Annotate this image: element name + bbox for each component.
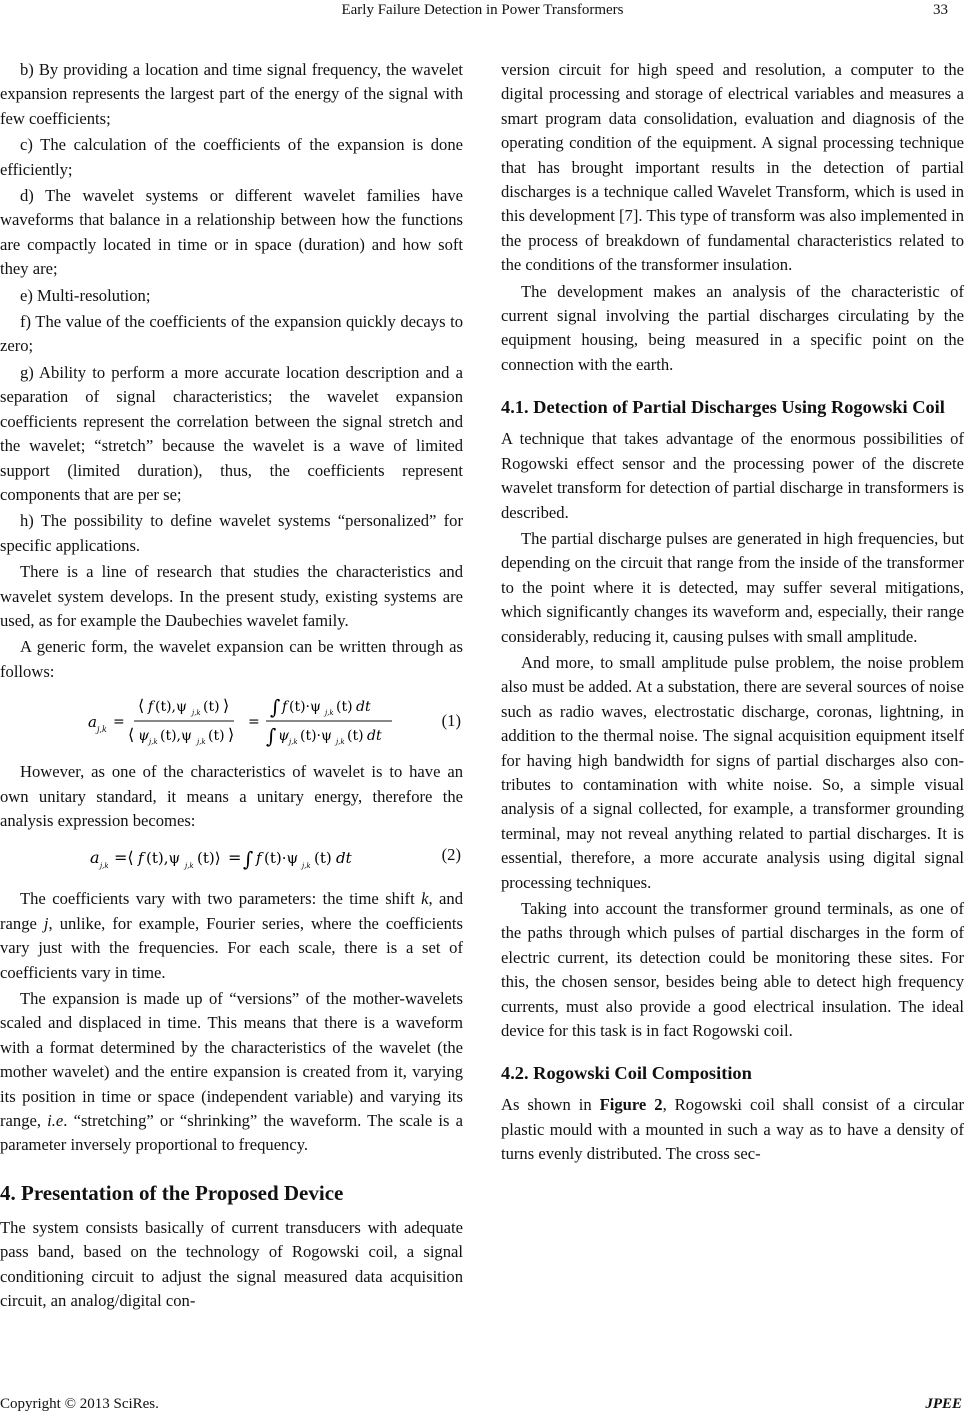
svg-text:j,k: j,k [100, 862, 109, 871]
svg-text:=⟨: =⟨ [114, 848, 134, 868]
italic-j: j [43, 913, 49, 933]
subsection-4-2-heading: 4.2. Rogowski Coil Composition [501, 1063, 752, 1084]
svg-text:j,k: j,k [149, 738, 158, 747]
paragraph-c: c) The calculation of the coefficients of the expansion is done efficiently; [0, 135, 463, 179]
svg-text:j,k: j,k [289, 738, 298, 747]
svg-text:dt: dt [356, 699, 371, 716]
svg-text:j,k: j,k [97, 725, 107, 735]
paragraph-e: e) Multi-resolution; [20, 285, 151, 305]
equation-2 [0, 839, 463, 873]
svg-text:j,k: j,k [336, 738, 345, 747]
paragraph-system-consists: The system consists basically of current transducers with adequate pass band, based on the technology of Rogowski coil, a signal conditioning circuit to adjust the signal measured data acquisition circuit, an analog/digital con- [0, 1217, 463, 1311]
equation-1-formula [80, 692, 410, 750]
svg-text:(t),ψ: (t),ψ [160, 728, 192, 745]
svg-text:∫: ∫ [270, 695, 281, 720]
text-run: , unlike, for example, Fourier series, where the coefficients vary just with the frequencies. For each scale, there is a set of coefficients vary in time. [0, 913, 463, 982]
paragraph-technique: A technique that takes advantage of the enormous possibilities of Rogowski effect sensor and the processing power of the discrete wavelet transform for detection of partial discharge in transformers is described. [501, 429, 964, 522]
svg-text:(t): (t) [347, 728, 364, 745]
svg-text:f: f [148, 699, 154, 716]
svg-text:dt: dt [336, 849, 352, 868]
paragraph-g: g) Ability to perform a more accurate location description and a separation of signal characteristics; the wavelet expansion coefficients represent the correlation between the signal stretch and the wavelet; “stretch” because the wavelet is a wave of limited support (limited duration), thus, the coefficients represent components that are per se; [0, 362, 463, 504]
text-run: , Rogowski coil shall consist of a circular plastic mould with a mounted in such a way as to have a density of turns evenly distributed. The cross sec- [501, 1095, 964, 1164]
svg-text:∫: ∫ [266, 724, 277, 749]
svg-text:j,k: j,k [325, 709, 334, 718]
equation-1 [0, 692, 463, 750]
svg-text:⟨: ⟨ [128, 725, 135, 745]
svg-text:f: f [256, 849, 262, 868]
text-run: As shown in [501, 1095, 600, 1115]
italic-ie: i.e [47, 1111, 64, 1131]
paragraph-b: b) By providing a location and time signal frequency, the wavelet expansion represents the largest part of the energy of the signal with few coefficients; [0, 60, 463, 128]
paragraph-conversion-circuit: version circuit for high speed and resolution, a computer to the digital processing and storage of electrical variables and measures a smart program data consolidation, evaluation and diagnosis of the operating condition of the equipment. A signal processing technique that has brought important results in the detection of partial discharges is a technique called Wavelet Transform, which is used in this development [7]. This type of transform was also implemented in the process of breakdown of fundamental characteristics related to the conditions of the transformer insulation. [501, 60, 964, 275]
svg-text:f: f [138, 849, 144, 868]
running-title: Early Failure Detection in Power Transformers [341, 2, 624, 18]
svg-text:a: a [88, 713, 97, 732]
page-number: 33 [933, 2, 948, 18]
svg-text:(t)·ψ: (t)·ψ [300, 728, 332, 745]
svg-text:⟩: ⟩ [223, 696, 230, 716]
svg-text:(t),ψ: (t),ψ [155, 699, 187, 716]
text-run: The expansion is made up of “versions” of the mother-wavelets scaled and displaced in time. This means that there is a waveform with a format determined by the characteristics of the wavelet (the mother wavelet) and the entire expansion is created from it, varying its position in time or space (independent variable) and varying its range, [0, 989, 463, 1131]
paragraph-d: d) The wavelet systems or different wavelet families have waveforms that balance in a relationship between how the functions are compactly located in time or in space (duration) and how soft they are; [0, 186, 463, 279]
paragraph-f: f) The value of the coefficients of the expansion quickly decays to zero; [0, 312, 463, 356]
svg-text:f: f [282, 699, 288, 716]
svg-text:(t)⟩: (t)⟩ [197, 849, 221, 868]
text-run: , and range [0, 889, 463, 933]
paragraph-ground-terminals: Taking into account the transformer ground terminals, as one of the paths through which pulses of partial discharges in the form of electric current, its detection could be monitoring these sites. For this, the chosen sensor, besides being able to detect high frequency currents, must also provide a good electrical insulation. The ideal device for this task is in fact Rogowski coil. [501, 899, 964, 1041]
svg-text:∫: ∫ [243, 847, 254, 872]
svg-text:(t)·ψ: (t)·ψ [264, 849, 299, 868]
journal-name: JPEE [925, 1396, 962, 1412]
svg-text:ψ: ψ [138, 728, 149, 745]
svg-text:j,k: j,k [302, 862, 311, 871]
svg-text:=: = [113, 714, 125, 731]
svg-text:(t): (t) [203, 699, 220, 716]
svg-text:⟨: ⟨ [138, 696, 145, 716]
svg-text:dt: dt [367, 728, 382, 745]
paragraph-noise: And more, to small amplitude pulse problem, the noise problem also must be added. At a substation, there are several sources of noise such as radio waves, electrostatic discharge, coronas, lightning, in addition to the thermal noise. The signal acquisition equipment itself for having high bandwidth for signs of partial discharges also contributes to contamination with white noise. So, a simple visual analysis of a signal collected, for example, a transformer grounding terminal, may not reveal anything related to partial discharges. It is essential, therefore, a more accurate analysis using digital signal processing techniques. [501, 652, 964, 892]
paragraph-generic-form: A generic form, the wavelet expansion can be written through as follows: [0, 637, 463, 681]
svg-text:j,k: j,k [197, 738, 206, 747]
svg-text:j,k: j,k [192, 709, 201, 718]
text-run: The coefficients vary with two parameters: the time shift [20, 889, 422, 909]
page-footer [0, 1396, 965, 1416]
svg-text:(t): (t) [336, 699, 353, 716]
paragraph-h: h) The possibility to define wavelet systems “personalized” for specific applications. [0, 511, 463, 555]
svg-text:(t): (t) [208, 728, 225, 745]
paragraph-coil-composition [501, 1093, 964, 1166]
svg-text:(t),ψ: (t),ψ [146, 849, 181, 868]
paragraph-pulses: The partial discharge pulses are generated in high frequencies, but depending on the circuit that range from the inside of the transformer to the point where it is detected, may suffer several mitigations, which significantly changes its waveform and, especially, their range considerably, reducing it, causing pulses with small amplitude. [501, 528, 964, 646]
svg-text:j,k: j,k [185, 862, 194, 871]
paragraph-research-line: There is a line of research that studies the characteristics and wavelet system develops. In the present study, existing systems are used, as for example the Daubechies wavelet family. [0, 562, 463, 630]
equation-2-number: (2) [441, 844, 461, 864]
copyright-notice: Copyright © 2013 SciRes. [0, 1396, 159, 1412]
svg-text:(t): (t) [314, 849, 332, 868]
section-4-heading: 4. Presentation of the Proposed Device [0, 1180, 344, 1205]
svg-text:(t)·ψ: (t)·ψ [289, 699, 321, 716]
paragraph-coefficients-vary [0, 887, 463, 985]
paragraph-development-analysis: The development makes an analysis of the characteristic of current signal involving the partial discharges circulating by the equipment housing, being measured in a specific point on the connection with the earth. [501, 281, 964, 374]
svg-text:⟩: ⟩ [228, 725, 235, 745]
text-run: . “stretching” or “shrinking” the waveform. The scale is a parameter inversely proportional to frequency. [0, 1111, 463, 1155]
svg-text:ψ: ψ [278, 728, 289, 745]
svg-text:=: = [248, 714, 260, 731]
right-column [501, 58, 964, 1169]
equation-1-number: (1) [441, 710, 461, 730]
subsection-4-1-heading: 4.1. Detection of Partial Discharges Using Rogowski Coil [501, 397, 945, 418]
paragraph-unitary: However, as one of the characteristics of wavelet is to have an own unitary standard, it means a unitary energy, therefore the analysis expression becomes: [0, 762, 463, 830]
svg-text:=: = [228, 848, 242, 868]
italic-k: k [421, 889, 429, 909]
equation-2-formula [80, 839, 410, 873]
left-column [0, 58, 463, 1315]
paragraph-expansion-versions [0, 987, 463, 1158]
figure-2-reference[interactable]: Figure 2 [599, 1095, 663, 1115]
running-header [0, 2, 965, 24]
svg-text:a: a [90, 848, 100, 868]
